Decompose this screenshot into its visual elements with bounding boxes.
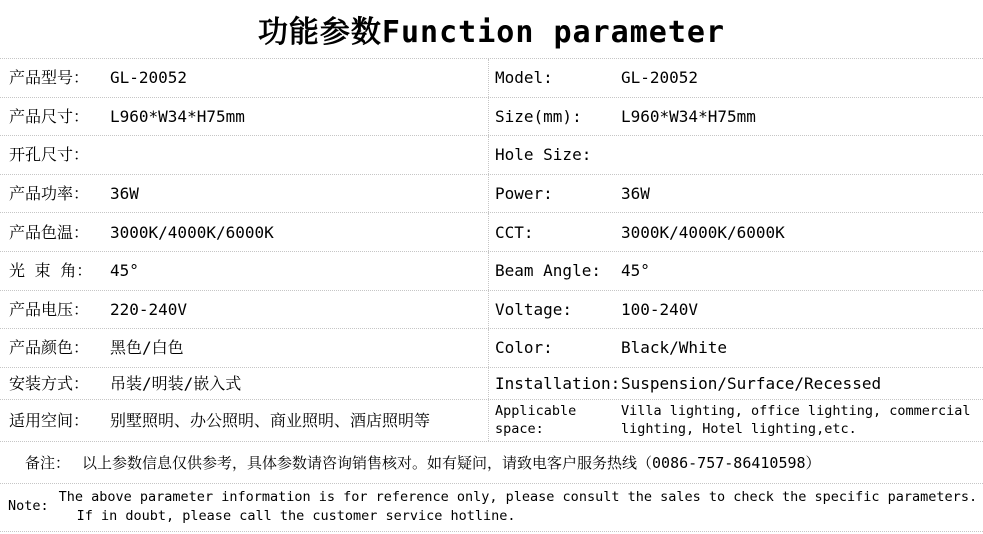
cell-cn-size	[0, 98, 488, 136]
spec-row-installation	[0, 367, 983, 399]
spec-row-applicable-space	[0, 399, 983, 441]
spec-row-power	[0, 174, 983, 213]
note-text-en	[59, 488, 977, 527]
cell-cn-power	[0, 175, 488, 213]
label-cn-hole-size: 开孔尺寸：	[9, 145, 90, 165]
page-title: 功能参数Function parameter	[257, 15, 726, 50]
value-cn-color: 黑色/白色	[110, 338, 184, 358]
label-en-voltage: Voltage:	[495, 299, 573, 319]
cell-en-size	[488, 98, 983, 136]
label-en-color: Color:	[495, 338, 553, 358]
cell-en-color	[488, 329, 983, 367]
label-en-installation: Installation:	[495, 373, 621, 393]
spec-row-color	[0, 328, 983, 367]
value-cn-size: L960*W34*H75mm	[110, 106, 245, 126]
value-en-cct: 3000K/4000K/6000K	[621, 222, 785, 242]
spec-row-model	[0, 58, 983, 97]
value-cn-cct: 3000K/4000K/6000K	[110, 222, 274, 242]
cell-en-power	[488, 175, 983, 213]
label-en-beam-angle: Beam Angle:	[495, 261, 601, 281]
cell-en-hole-size	[488, 136, 983, 174]
value-cn-power: 36W	[110, 183, 139, 203]
value-en-model: GL-20052	[621, 68, 699, 88]
remark-label-cn: 备注：	[25, 453, 71, 472]
label-cn-voltage: 产品电压：	[9, 299, 90, 319]
cell-cn-beam-angle	[0, 252, 488, 290]
label-en-size: Size(mm):	[495, 106, 582, 126]
cell-cn-applicable-space	[0, 400, 488, 441]
spec-row-hole-size	[0, 135, 983, 174]
value-en-applicable-space: Villa lighting, office lighting, commercial lighting, Hotel lighting,etc.	[621, 403, 971, 438]
label-en-applicable-space: Applicable space:	[495, 403, 577, 438]
value-cn-model: GL-20052	[110, 68, 188, 88]
label-en-model: Model:	[495, 68, 553, 88]
remark-row-cn	[0, 441, 983, 483]
cell-cn-color	[0, 329, 488, 367]
label-en-cct: CCT:	[495, 222, 534, 242]
label-cn-model: 产品型号：	[9, 68, 90, 88]
spec-row-size	[0, 97, 983, 136]
value-en-installation: Suspension/Surface/Recessed	[621, 373, 882, 393]
label-cn-beam-angle: 光 束 角：	[9, 261, 93, 281]
note-line-2: If in doubt, please call the customer service hotline.	[76, 508, 516, 525]
cell-cn-installation	[0, 368, 488, 399]
label-cn-installation: 安装方式：	[9, 373, 90, 393]
remark-text-cn: 以上参数信息仅供参考，具体参数请咨询销售核对。如有疑问，请致电客户服务热线（0086-757-86410598）	[82, 453, 821, 472]
label-cn-power: 产品功率：	[9, 183, 90, 203]
value-en-power: 36W	[621, 183, 650, 203]
value-en-color: Black/White	[621, 338, 727, 358]
label-cn-applicable-space: 适用空间：	[9, 410, 90, 430]
note-line-1: The above parameter information is for reference only, please consult the sales to check the specific parameters.	[58, 488, 978, 505]
label-en-hole-size: Hole Size:	[495, 145, 592, 165]
label-en-power: Power:	[495, 183, 553, 203]
value-cn-applicable-space: 别墅照明、办公照明、商业照明、酒店照明等	[110, 410, 431, 430]
cell-en-cct	[488, 213, 983, 251]
label-cn-size: 产品尺寸：	[9, 106, 90, 126]
cell-en-beam-angle	[488, 252, 983, 290]
value-en-beam-angle: 45°	[621, 261, 650, 281]
cell-cn-model	[0, 59, 488, 97]
value-cn-voltage: 220-240V	[110, 299, 188, 319]
cell-cn-cct	[0, 213, 488, 251]
cell-en-applicable-space	[488, 400, 983, 441]
spec-row-cct	[0, 212, 983, 251]
label-cn-cct: 产品色温：	[9, 222, 90, 242]
cell-cn-hole-size	[0, 136, 488, 174]
cell-en-voltage	[488, 291, 983, 329]
spec-table	[0, 58, 983, 441]
note-label-en: Note:	[8, 498, 49, 515]
cell-en-model	[488, 59, 983, 97]
spec-row-voltage	[0, 290, 983, 329]
value-cn-installation: 吊装/明装/嵌入式	[110, 373, 242, 393]
value-cn-beam-angle: 45°	[110, 261, 139, 281]
label-cn-color: 产品颜色：	[9, 338, 90, 358]
spec-row-beam-angle	[0, 251, 983, 290]
value-en-voltage: 100-240V	[621, 299, 699, 319]
note-row-en	[0, 483, 983, 532]
cell-en-installation	[488, 368, 983, 399]
value-en-size: L960*W34*H75mm	[621, 106, 756, 126]
cell-cn-voltage	[0, 291, 488, 329]
